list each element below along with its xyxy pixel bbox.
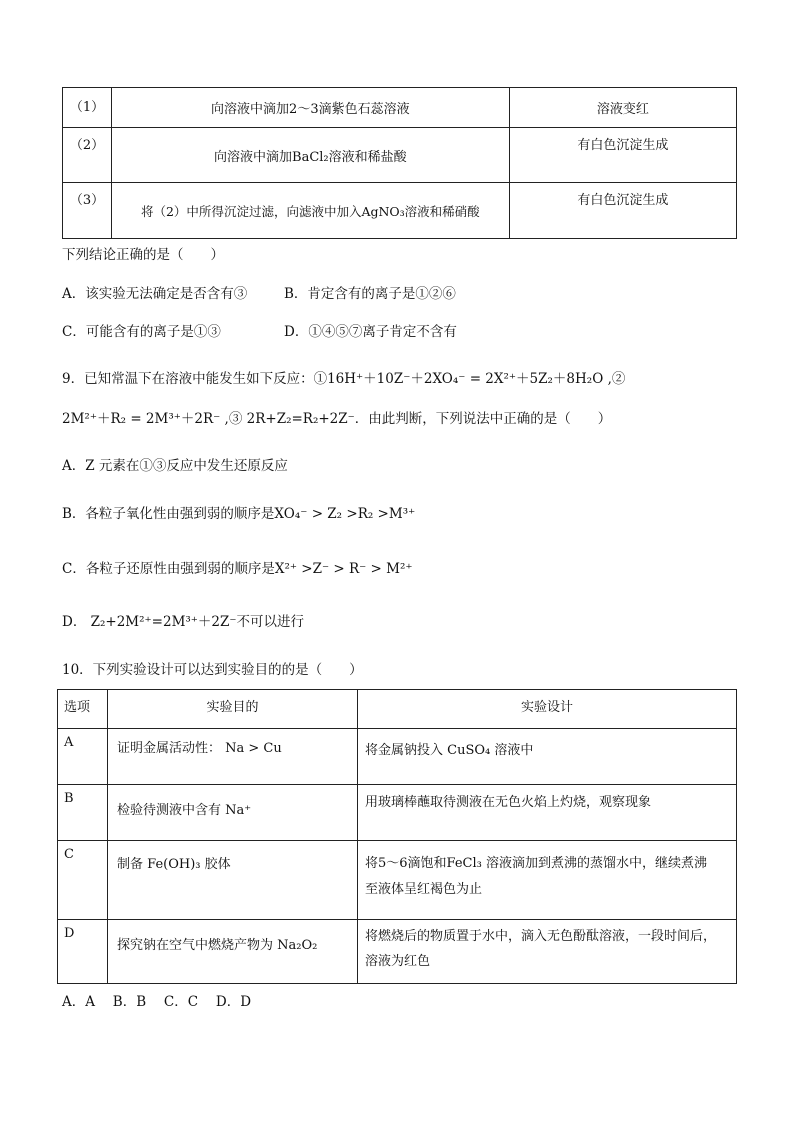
- result-cell: 溶液变红: [509, 88, 736, 128]
- q9-option-c: C．各粒子还原性由强到弱的顺序是X²⁺ >Z⁻ > R⁻ > M²⁺: [62, 561, 413, 577]
- goal-cell: 检验待测液中含有 Na⁺: [108, 785, 358, 841]
- q8-option-d: D．①④⑤⑦离子肯定不含有: [284, 324, 457, 340]
- table-row: [58, 785, 737, 841]
- step-cell: （1）: [63, 88, 112, 128]
- header-option: 选项: [58, 690, 108, 729]
- table-row: [63, 183, 737, 239]
- option-cell: C: [58, 841, 108, 920]
- q10-stem: 10．下列实验设计可以达到实验目的的是（ ）: [62, 662, 363, 678]
- design-cell: [358, 841, 737, 920]
- q8-option-a: A．该实验无法确定是否含有③: [62, 286, 248, 302]
- q8-option-b: B．肯定含有的离子是①②⑥: [284, 286, 456, 302]
- result-cell: 有白色沉淀生成: [509, 183, 736, 239]
- table-row: [63, 88, 737, 128]
- header-design: 实验设计: [358, 690, 737, 729]
- table-row: [63, 128, 737, 183]
- step-cell: （3）: [63, 183, 112, 239]
- q9-option-a: A．Z 元素在①③反应中发生还原反应: [62, 458, 288, 474]
- operation-cell: 将（2）中所得沉淀过滤，向滤液中加入AgNO₃溶液和稀硝酸: [111, 183, 509, 239]
- experiment-table: [62, 87, 737, 239]
- option-cell: B: [58, 785, 108, 841]
- q9-stem-line1: 9．已知常温下在溶液中能发生如下反应：①16H⁺＋10Z⁻＋2XO₄⁻ = 2X²⁺＋5Z₂＋8H₂O ,②: [62, 371, 626, 387]
- header-goal: 实验目的: [108, 690, 358, 729]
- design-line: 溶液为红色: [365, 954, 431, 969]
- result-cell: 有白色沉淀生成: [509, 128, 736, 183]
- design-line: 至液体呈红褐色为止: [365, 882, 483, 897]
- table-header-row: [58, 690, 737, 729]
- q8-option-c: C．可能含有的离子是①③: [62, 324, 221, 340]
- q9-stem-line2: 2M²⁺＋R₂ = 2M³⁺＋2R⁻ ,③ 2R+Z₂=R₂+2Z⁻．由此判断，下列说法中正确的是（ ）: [62, 411, 612, 427]
- goal-cell: 证明金属活动性： Na > Cu: [108, 729, 358, 785]
- q9-option-b: B．各粒子氧化性由强到弱的顺序是XO₄⁻ > Z₂ >R₂ >M³⁺: [62, 506, 416, 522]
- design-cell: 用玻璃棒蘸取待测液在无色火焰上灼烧，观察现象: [358, 785, 737, 841]
- step-cell: （2）: [63, 128, 112, 183]
- table-row: [58, 729, 737, 785]
- goal-cell: 制备 Fe(OH)₃ 胶体: [108, 841, 358, 920]
- table-row: [58, 920, 737, 984]
- design-cell: 将金属钠投入 CuSO₄ 溶液中: [358, 729, 737, 785]
- q8-stem: 下列结论正确的是（ ）: [62, 247, 224, 263]
- option-cell: D: [58, 920, 108, 984]
- design-cell: [358, 920, 737, 984]
- design-table: [57, 689, 737, 984]
- operation-cell: 向溶液中滴加2～3滴紫色石蕊溶液: [111, 88, 509, 128]
- operation-cell: 向溶液中滴加BaCl₂溶液和稀盐酸: [111, 128, 509, 183]
- q9-option-d: D． Z₂+2M²⁺=2M³⁺＋2Z⁻不可以进行: [62, 614, 305, 630]
- option-cell: A: [58, 729, 108, 785]
- q10-answer-options: A．A B．B C．C D．D: [62, 994, 252, 1010]
- table-row: [58, 841, 737, 920]
- goal-cell: 探究钠在空气中燃烧产物为 Na₂O₂: [108, 920, 358, 984]
- design-line: 将燃烧后的物质置于水中，滴入无色酚酞溶液，一段时间后，: [365, 929, 717, 944]
- design-line: 将5～6滴饱和FeCl₃ 溶液滴加到煮沸的蒸馏水中，继续煮沸: [365, 856, 707, 871]
